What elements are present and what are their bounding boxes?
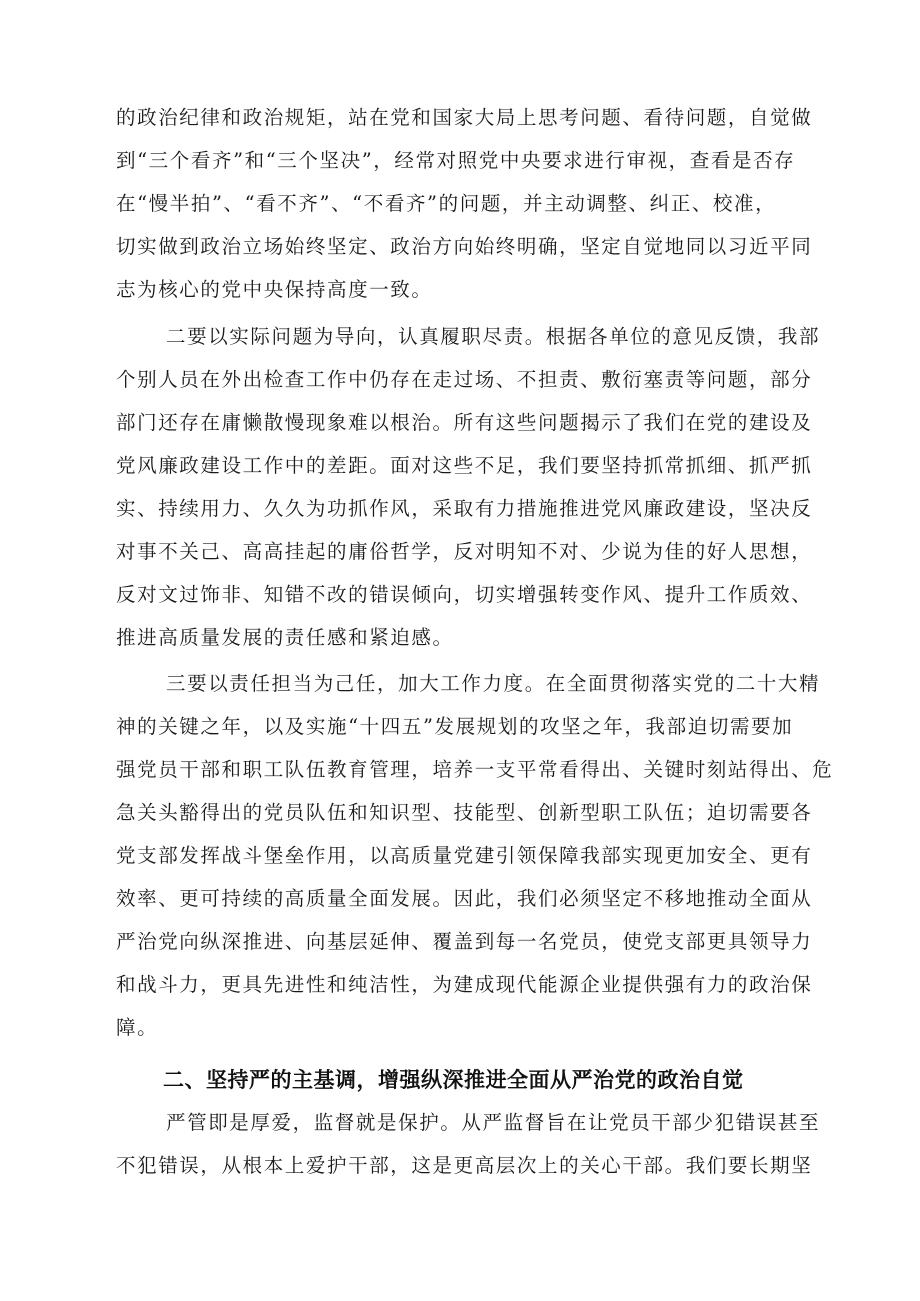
paragraph-line: 推进高质量发展的责任感和紧迫感。 bbox=[116, 626, 454, 649]
paragraph-line: 的政治纪律和政治规矩，站在党和国家大局上思考问题、看待问题，自觉做 bbox=[116, 106, 813, 129]
paragraph-line: 部门还存在庸懒散慢现象难以根治。所有这些问题揭示了我们在党的建设及 bbox=[116, 411, 813, 434]
paragraph-line: 志为核心的党中央保持高度一致。 bbox=[116, 278, 433, 301]
paragraph-line: 二要以实际问题为导向，认真履职尽责。根据各单位的意见反馈，我部 bbox=[166, 325, 821, 348]
paragraph-line: 严治党向纵深推进、向基层延伸、覆盖到每一名党员，使党支部更具领导力 bbox=[116, 930, 813, 953]
paragraph-line: 效率、更可持续的高质量全面发展。因此，我们必须坚定不移地推动全面从 bbox=[116, 887, 813, 910]
paragraph-line: 到“三个看齐”和“三个坚决”，经常对照党中央要求进行审视，查看是否存 bbox=[116, 149, 796, 172]
paragraph-line: 和战斗力，更具先进性和纯洁性，为建成现代能源企业提供强有力的政治保 bbox=[116, 973, 813, 996]
paragraph-line: 在“慢半拍”、“看不齐”、“不看齐”的问题，并主动调整、纠正、校准， bbox=[116, 192, 777, 215]
paragraph-line: 神的关键之年，以及实施“十四五”发展规划的攻坚之年，我部迫切需要加 bbox=[116, 715, 794, 738]
paragraph-line: 急关头豁得出的党员队伍和知识型、技能型、创新型职工队伍；迫切需要各 bbox=[116, 801, 813, 824]
paragraph-line: 党支部发挥战斗堡垒作用，以高质量党建引领保障我部实现更加安全、更有 bbox=[116, 844, 813, 867]
paragraph-line: 个别人员在外出检查工作中仍存在走过场、不担责、敷衍塞责等问题，部分 bbox=[116, 368, 813, 391]
paragraph-line: 不犯错误，从根本上爱护干部，这是更高层次上的关心干部。我们要长期坚 bbox=[116, 1154, 813, 1177]
paragraph-line: 党风廉政建设工作中的差距。面对这些不足，我们要坚持抓常抓细、抓严抓 bbox=[116, 454, 813, 477]
paragraph-line: 严管即是厚爱，监督就是保护。从严监督旨在让党员干部少犯错误甚至 bbox=[166, 1111, 821, 1134]
paragraph-line: 切实做到政治立场始终坚定、政治方向始终明确，坚定自觉地同以习近平同 bbox=[116, 235, 813, 258]
paragraph-line: 反对文过饰非、知错不改的错误倾向，切实增强转变作风、提升工作质效、 bbox=[116, 583, 813, 606]
section-heading: 二、坚持严的主基调，增强纵深推进全面从严治党的政治自觉 bbox=[163, 1068, 744, 1092]
paragraph-line: 三要以责任担当为己任，加大工作力度。在全面贯彻落实党的二十大精 bbox=[166, 672, 821, 695]
paragraph-line: 障。 bbox=[116, 1016, 159, 1039]
paragraph-line: 实、持续用力、久久为功抓作风，采取有力措施推进党风廉政建设，坚决反 bbox=[116, 497, 813, 520]
paragraph-line: 强党员干部和职工队伍教育管理，培养一支平常看得出、关键时刻站得出、危 bbox=[116, 758, 834, 781]
paragraph-line: 对事不关己、高高挂起的庸俗哲学，反对明知不对、少说为佳的好人思想， bbox=[116, 540, 813, 563]
